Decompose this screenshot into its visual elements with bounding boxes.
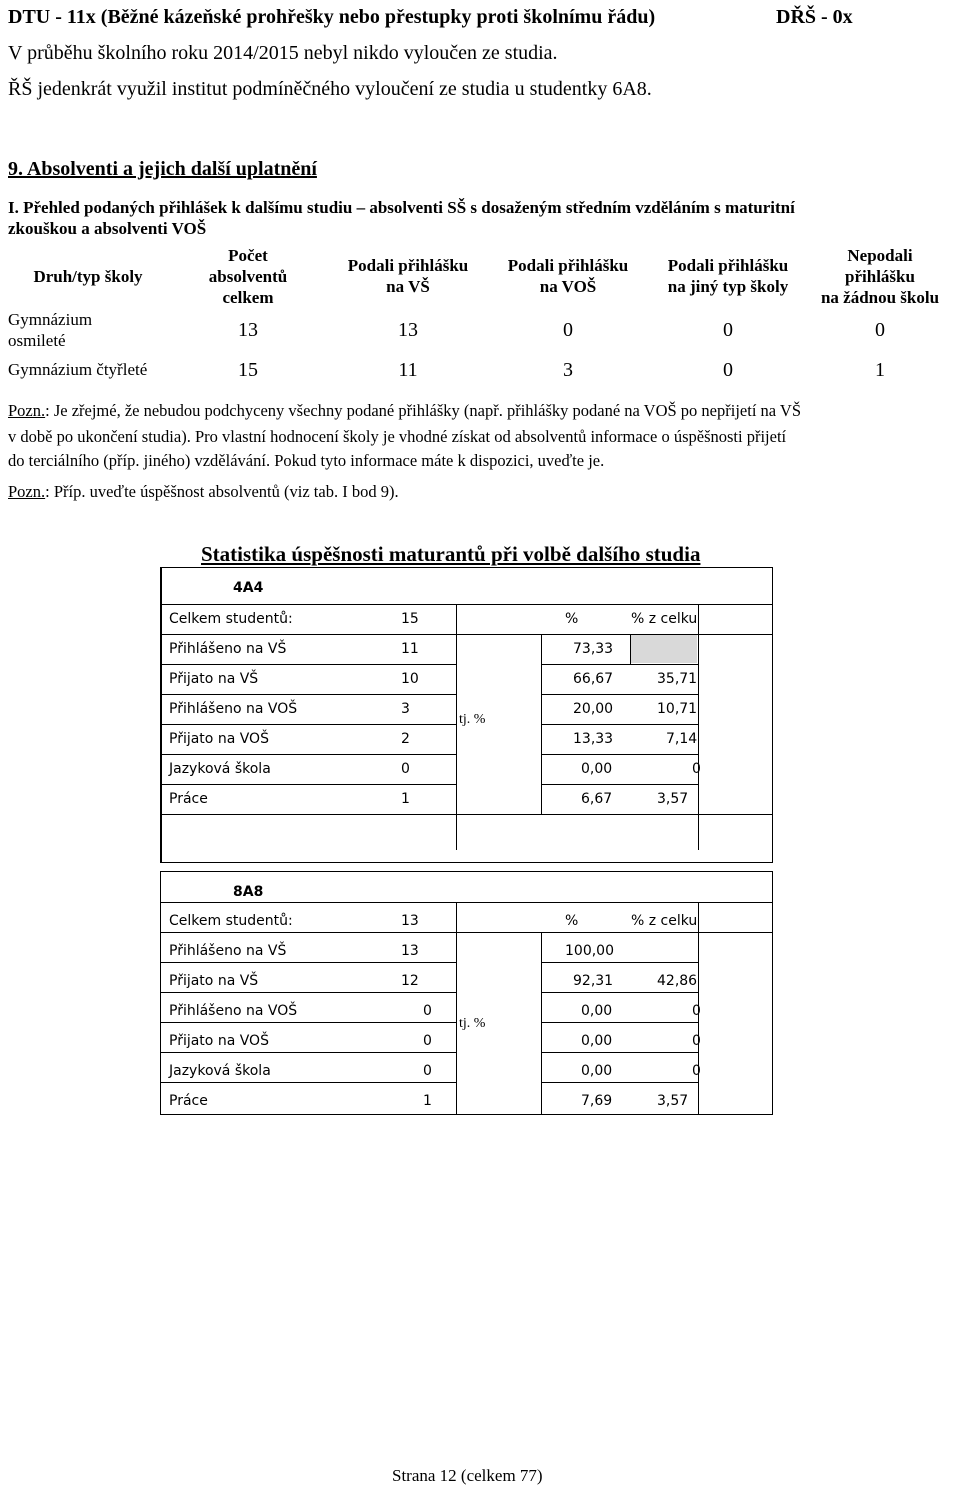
stat-pct-total: 0 xyxy=(692,1033,701,1049)
stat-pct: 6,67 xyxy=(581,791,613,807)
cell-value: 0 xyxy=(723,318,733,341)
stat-pct-total: 42,86 xyxy=(657,973,698,989)
stat-pct: 20,00 xyxy=(573,701,614,717)
stat-pct: 0,00 xyxy=(581,1033,613,1049)
cell-value: 0 xyxy=(563,318,573,341)
section-subtitle-line2: zkouškou a absolventi VOŠ xyxy=(8,219,207,238)
header-line1-left: DTU - 11x (Běžné kázeňské prohřešky nebo přestupky proti školnímu řádu) xyxy=(8,6,656,28)
cell-value: 15 xyxy=(238,358,258,381)
header-line3: ŘŠ jedenkrát využil institut podmíněčného vyloučení ze studia u studentky 6A8. xyxy=(8,78,652,100)
cell-value: 13 xyxy=(398,318,418,341)
stat-count: 15 xyxy=(401,611,419,627)
stat-pct-total: 35,71 xyxy=(657,671,698,687)
stat-pct-total: 0 xyxy=(692,1063,701,1079)
stat-count: 1 xyxy=(423,1093,432,1109)
stat-pct: 73,33 xyxy=(573,641,614,657)
page-number: Strana 12 (celkem 77) xyxy=(392,1466,543,1485)
stat-pct-header: % xyxy=(565,913,579,929)
stats-table-4a4 xyxy=(160,567,773,863)
stat-pct: 7,69 xyxy=(581,1093,613,1109)
stat-pct-total: 0 xyxy=(692,1003,701,1019)
cell-value: 3 xyxy=(563,358,573,381)
stats-table-8a8 xyxy=(160,871,773,1115)
stat-pct-total-header: % z celku xyxy=(631,611,698,627)
cell-value: 13 xyxy=(238,318,258,341)
stat-count: 2 xyxy=(401,731,410,747)
table-row xyxy=(8,352,952,388)
stat-pct-total: 3,57 xyxy=(657,1093,689,1109)
class-label: 4A4 xyxy=(233,580,264,596)
stat-label: Přihlášeno na VŠ xyxy=(169,641,287,657)
stat-count: 1 xyxy=(401,791,410,807)
stat-label: Přijato na VOŠ xyxy=(169,731,269,747)
stat-pct: 13,33 xyxy=(573,731,614,747)
stat-pct: 0,00 xyxy=(581,1063,613,1079)
stat-pct-total: 0 xyxy=(692,761,701,777)
stat-count: 0 xyxy=(401,761,410,777)
tj-label: tj. % xyxy=(459,1016,486,1031)
stat-label: Celkem studentů: xyxy=(169,913,293,929)
stat-label: Celkem studentů: xyxy=(169,611,293,627)
stat-count: 0 xyxy=(423,1063,432,1079)
note2: Pozn.: Příp. uveďte úspěšnost absolventů (viz tab. I bod 9). xyxy=(8,482,399,501)
header-applied-university: Podali přihlášku na VŠ xyxy=(347,256,469,296)
header-graduates-total: Počet absolventů celkem xyxy=(208,245,288,307)
row-type: Gymnázium osmileté xyxy=(8,310,93,350)
header-not-applied: Nepodali přihlášku na žádnou školu xyxy=(820,245,940,307)
stat-label: Práce xyxy=(169,1093,208,1109)
stat-pct: 0,00 xyxy=(581,761,613,777)
cell-value: 1 xyxy=(875,358,885,381)
section-title: 9. Absolventi a jejich další uplatnění xyxy=(8,158,317,180)
stat-label: Přijato na VŠ xyxy=(169,973,259,989)
stat-count: 3 xyxy=(401,701,410,717)
stat-count: 11 xyxy=(401,641,419,657)
header-line1-right: DŘŠ - 0x xyxy=(776,6,853,28)
header-school-type: Druh/typ školy xyxy=(33,266,143,286)
stat-count: 13 xyxy=(401,913,419,929)
stat-pct-total: 3,57 xyxy=(657,791,689,807)
stat-count: 12 xyxy=(401,973,419,989)
stat-label: Jazyková škola xyxy=(169,1063,271,1079)
stat-pct-total: 10,71 xyxy=(657,701,698,717)
cell-value: 0 xyxy=(723,358,733,381)
cell-value: 0 xyxy=(875,318,885,341)
applications-table xyxy=(8,244,952,388)
cell-value: 11 xyxy=(398,358,418,381)
stat-pct: 0,00 xyxy=(581,1003,613,1019)
header-applied-vos: Podali přihlášku na VOŠ xyxy=(507,256,629,296)
stat-pct-total: 7,14 xyxy=(666,731,698,747)
stat-pct: 92,31 xyxy=(573,973,614,989)
stat-label: Přijato na VŠ xyxy=(169,671,259,687)
stat-pct: 100,00 xyxy=(565,943,614,959)
stat-count: 0 xyxy=(423,1033,432,1049)
stat-pct-header: % xyxy=(565,611,579,627)
stat-count: 13 xyxy=(401,943,419,959)
tj-label: tj. % xyxy=(459,712,486,727)
header-line2: V průběhu školního roku 2014/2015 nebyl nikdo vyloučen ze studia. xyxy=(8,42,558,64)
row-type: Gymnázium čtyřleté xyxy=(8,360,148,379)
stat-label: Přihlášeno na VŠ xyxy=(169,943,287,959)
header-applied-other: Podali přihlášku na jiný typ školy xyxy=(667,256,789,296)
table-row xyxy=(8,308,952,352)
note1-line2: v době po ukončení studia). Pro vlastní hodnocení školy je vhodné získat od absolventů informace o úspěšnosti přijetí xyxy=(8,427,787,446)
stat-pct: 66,67 xyxy=(573,671,614,687)
section-subtitle-line1: I. Přehled podaných přihlášek k dalšímu studiu – absolventi SŠ s dosaženým středním vzděláním s maturitní xyxy=(8,198,795,217)
stats-title: Statistika úspěšnosti maturantů při volbě dalšího studia xyxy=(201,542,701,566)
note1-line3: do terciálního (příp. jiného) vzdělávání. Pokud tyto informace máte k dispozici, uveďte je. xyxy=(8,451,605,470)
stat-label: Přijato na VOŠ xyxy=(169,1033,269,1049)
stat-label: Práce xyxy=(169,791,208,807)
stat-pct-total-header: % z celku xyxy=(631,913,698,929)
stat-count: 0 xyxy=(423,1003,432,1019)
stat-label: Přihlášeno na VOŠ xyxy=(169,1003,298,1019)
stat-label: Přihlášeno na VOŠ xyxy=(169,701,298,717)
class-label: 8A8 xyxy=(233,884,264,900)
note1-line1: Pozn.: Je zřejmé, že nebudou podchyceny všechny podané přihlášky (např. přihlášky podané na VOŠ po nepřijetí na VŠ xyxy=(8,401,802,420)
stat-label: Jazyková škola xyxy=(169,761,271,777)
stat-count: 10 xyxy=(401,671,419,687)
